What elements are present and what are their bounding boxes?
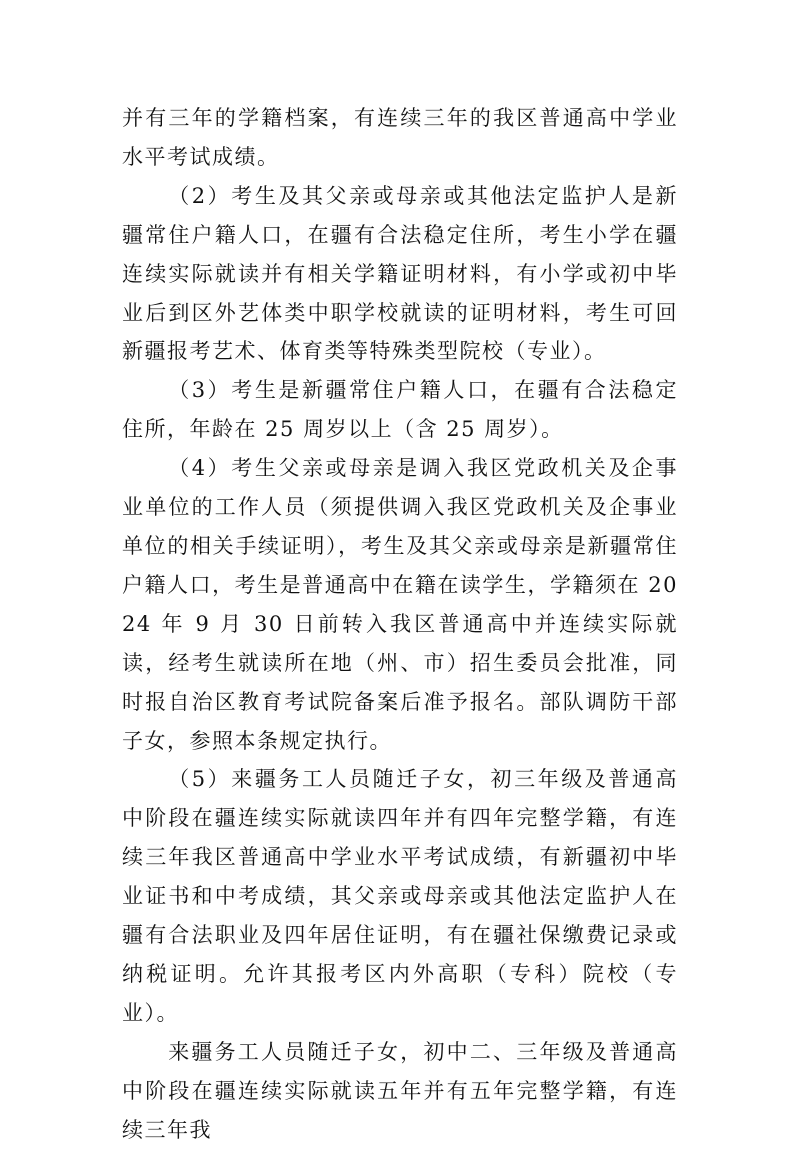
paragraph-item-2: （2）考生及其父亲或母亲或其他法定监护人是新疆常住户籍人口，在疆有合法稳定住所，考生小学在疆连续实际就读并有相关学籍证明材料，有小学或初中毕业后到区外艺体类中职学校就读的证明材料，考生可回新疆报考艺术、体育类等特殊类型院校（专业）。 xyxy=(122,183,678,364)
paragraph-item-5: （5）来疆务工人员随迁子女，初三年级及普通高中阶段在疆连续实际就读四年并有四年完整学籍，有连续三年我区普通高中学业水平考试成绩，有新疆初中毕业证书和中考成绩，其父亲或母亲或其他法定监护人在疆有合法职业及四年居住证明，有在疆社保缴费记录或纳税证明。允许其报考区内外高职（专科）院校（专业）。 xyxy=(122,767,678,1025)
paragraph-migrant-children: 来疆务工人员随迁子女，初中二、三年级及普通高中阶段在疆连续实际就读五年并有五年完整学籍，有连续三年我 xyxy=(122,1039,678,1142)
paragraph-continuation: 并有三年的学籍档案，有连续三年的我区普通高中学业水平考试成绩。 xyxy=(122,106,678,169)
document-body xyxy=(122,99,678,1149)
paragraph-item-4: （4）考生父亲或母亲是调入我区党政机关及企事业单位的工作人员（须提供调入我区党政机关及企事业单位的相关手续证明），考生及其父亲或母亲是新疆常住户籍人口，考生是普通高中在籍在读学生，学籍须在 2024 年 9 月 30 日前转入我区普通高中并连续实际就读，经考生就读所在地（州、市）招生委员会批准，同时报自治区教育考试院备案后准予报名。部队调防干部子女，参照本条规定执行。 xyxy=(122,456,678,753)
paragraph-item-3: （3）考生是新疆常住户籍人口，在疆有合法稳定住所，年龄在 25 周岁以上（含 25 周岁）。 xyxy=(122,378,678,442)
